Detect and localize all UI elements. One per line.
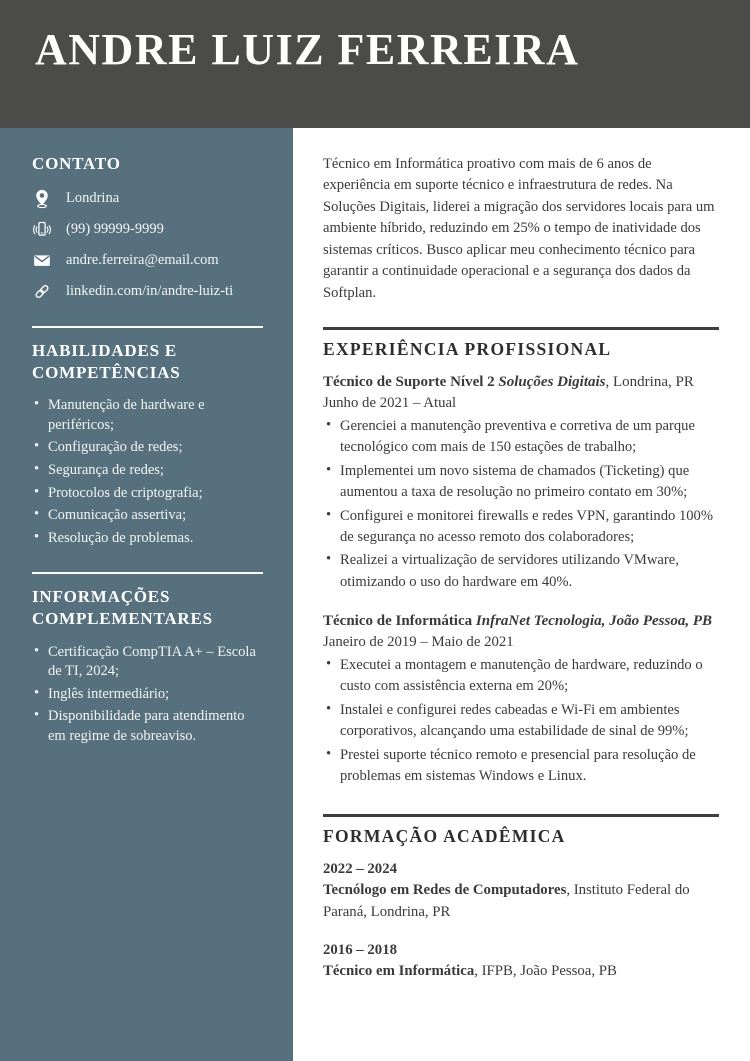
education-section bbox=[323, 814, 719, 983]
skills-list bbox=[32, 396, 263, 548]
skills-section bbox=[32, 326, 263, 548]
skill-item: • Manutenção de hardware e periféricos; bbox=[32, 396, 263, 435]
job-bullets bbox=[323, 655, 719, 788]
experience-heading: EXPERIÊNCIA PROFISSIONAL bbox=[323, 339, 612, 360]
job-bullet: • Gerenciei a manutenção preventiva e corretiva de um parque tecnológico com mais de 150 estações de trabalho; bbox=[323, 416, 719, 459]
experience-section bbox=[323, 327, 719, 788]
skill-item: • Protocolos de criptografia; bbox=[32, 484, 263, 504]
additional-info-heading: INFORMAÇÕES COMPLEMENTARES bbox=[32, 587, 213, 628]
education-entry bbox=[323, 940, 719, 983]
contact-phone-text: (99) 99999-9999 bbox=[66, 220, 164, 237]
job-entry bbox=[323, 372, 719, 593]
skills-heading: HABILIDADES E COMPETÊNCIAS bbox=[32, 340, 181, 382]
contact-row-email bbox=[32, 250, 263, 271]
education-entry bbox=[323, 859, 719, 923]
skill-item: • Comunicação assertiva; bbox=[32, 506, 263, 526]
additional-info-section bbox=[32, 572, 263, 746]
education-degree: Técnico em Informática bbox=[323, 963, 475, 980]
phone-icon bbox=[32, 219, 52, 240]
education-degree: Tecnólogo em Redes de Computadores bbox=[323, 882, 567, 899]
contact-section bbox=[32, 153, 263, 302]
contact-linkedin-text: linkedin.com/in/andre-luiz-ti bbox=[66, 282, 234, 299]
section-divider bbox=[323, 814, 719, 817]
job-title: Técnico de Suporte Nível 2 bbox=[323, 374, 495, 391]
additional-info-item: • Certificação CompTIA A+ – Escola de TI, 2024; bbox=[32, 643, 263, 682]
contact-email-text: andre.ferreira@email.com bbox=[66, 251, 219, 268]
job-title-line bbox=[323, 611, 719, 632]
job-bullets bbox=[323, 416, 719, 594]
main-column bbox=[293, 128, 750, 1061]
education-heading: FORMAÇÃO ACADÊMICA bbox=[323, 825, 566, 846]
section-divider bbox=[323, 327, 719, 330]
email-icon bbox=[32, 250, 52, 271]
page-title: ANDRE LUIZ FERREIRA bbox=[35, 25, 580, 74]
skill-item: • Segurança de redes; bbox=[32, 461, 263, 481]
sidebar bbox=[0, 128, 293, 1061]
job-bullet: • Executei a montagem e manutenção de hardware, reduzindo o custo com assistência externa em 20%; bbox=[323, 655, 719, 698]
skill-item: • Configuração de redes; bbox=[32, 438, 263, 458]
skill-item: • Resolução de problemas. bbox=[32, 529, 263, 549]
job-company: InfraNet Tecnologia, João Pessoa, PB bbox=[475, 613, 713, 630]
job-company: Soluções Digitais bbox=[498, 374, 606, 391]
job-bullet: • Implementei um novo sistema de chamados (Ticketing) que aumentou a taxa de resolução no primeiro contato em 30%; bbox=[323, 461, 719, 504]
link-icon bbox=[32, 281, 52, 302]
education-institution: , Instituto Federal do Paraná, Londrina, PR bbox=[323, 882, 690, 920]
contact-heading: CONTATO bbox=[32, 154, 121, 173]
additional-info-item: • Inglês intermediário; bbox=[32, 685, 263, 705]
job-title-line bbox=[323, 372, 719, 393]
job-bullet: • Realizei a virtualização de servidores utilizando VMware, otimizando o uso do hardware em 40%. bbox=[323, 550, 719, 593]
location-pin-icon bbox=[32, 188, 52, 209]
education-institution: , IFPB, João Pessoa, PB bbox=[474, 963, 617, 980]
job-bullet: • Prestei suporte técnico remoto e presencial para resolução de problemas em sistemas Windows e Linux. bbox=[323, 745, 719, 788]
job-title: Técnico de Informática bbox=[323, 613, 473, 630]
additional-info-item: • Disponibilidade para atendimento em regime de sobreaviso. bbox=[32, 707, 263, 746]
education-period: 2016 – 2018 bbox=[323, 941, 397, 958]
header bbox=[0, 0, 750, 128]
sidebar-divider bbox=[32, 572, 263, 574]
job-bullet: • Instalei e configurei redes cabeadas e Wi-Fi em ambientes corporativos, alcançando uma estabilidade de sinal de 99%; bbox=[323, 700, 719, 743]
education-period: 2022 – 2024 bbox=[323, 860, 397, 877]
professional-summary: Técnico em Informática proativo com mais de 6 anos de experiência em suporte técnico e infraestrutura de redes. Na Soluções Digitais, liderei a migração dos servidores locais para um ambiente híbrido, reduzindo em 25% o tempo de inatividade dos sistemas críticos. Busco aplicar meu conhecimento técnico para garantir a continuidade operacional e a segurança dos dados da Softplan. bbox=[323, 156, 715, 301]
additional-info-list bbox=[32, 643, 263, 747]
education-degree-line bbox=[323, 961, 719, 982]
contact-row-linkedin bbox=[32, 281, 263, 302]
contact-location-text: Londrina bbox=[66, 189, 120, 206]
job-period: Junho de 2021 – Atual bbox=[323, 395, 457, 412]
job-entry bbox=[323, 611, 719, 787]
contact-row-phone bbox=[32, 219, 263, 240]
education-degree-line bbox=[323, 880, 719, 923]
job-period: Janeiro de 2019 – Maio de 2021 bbox=[323, 634, 514, 651]
job-bullet: • Configurei e monitorei firewalls e redes VPN, garantindo 100% de segurança no acesso remoto dos colaboradores; bbox=[323, 506, 719, 549]
sidebar-divider bbox=[32, 326, 263, 328]
body-columns bbox=[0, 128, 750, 1061]
job-location: , Londrina, PR bbox=[605, 374, 694, 391]
contact-row-location bbox=[32, 188, 263, 209]
